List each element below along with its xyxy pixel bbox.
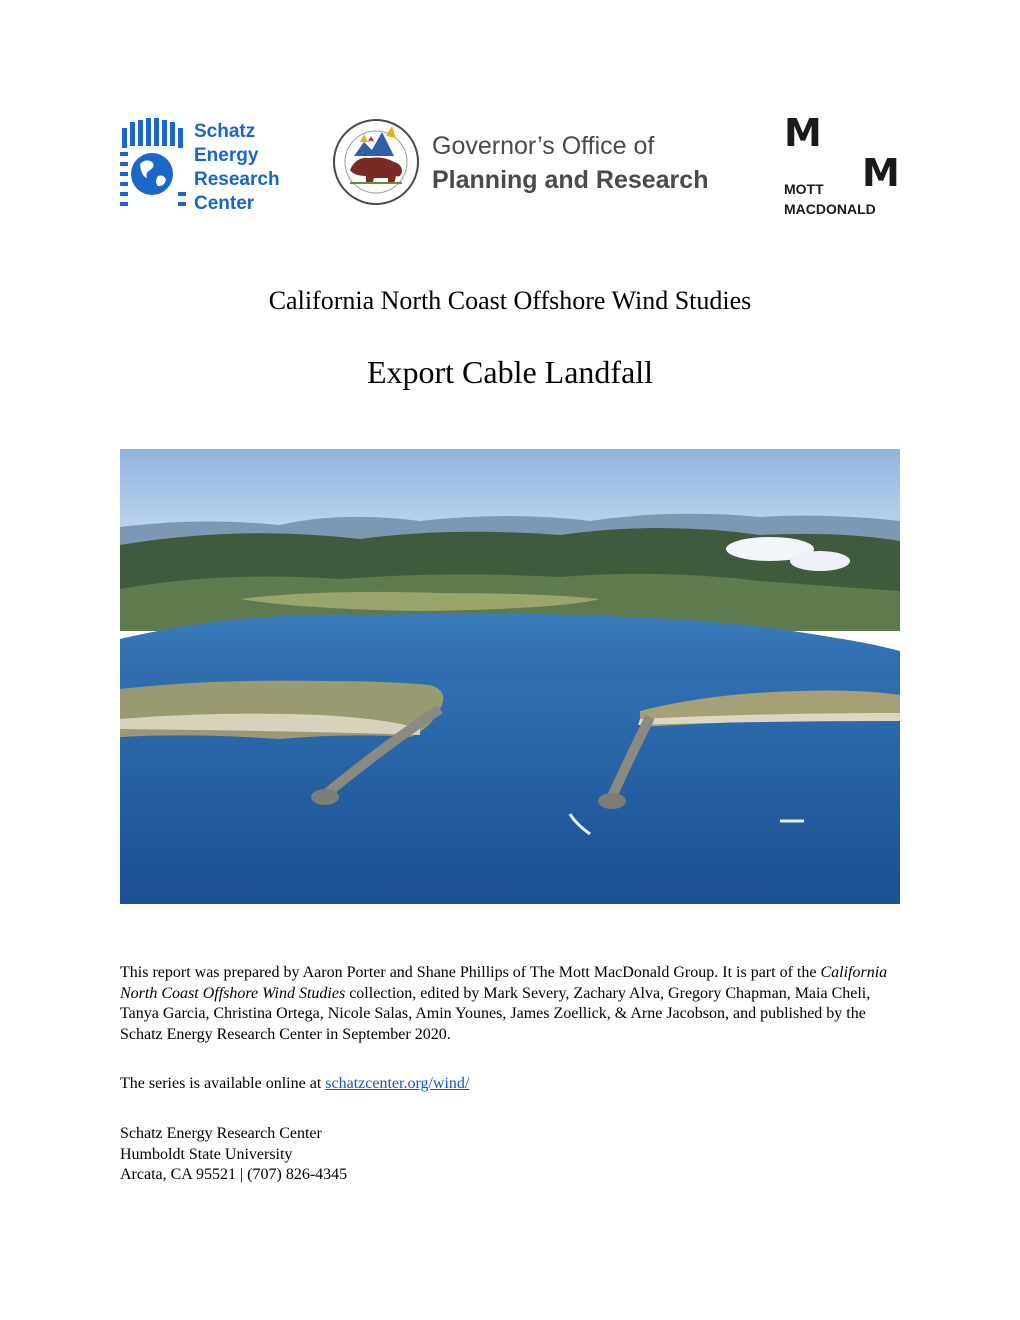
schatz-logo-line-4: Center [194, 193, 255, 214]
credit-text-part-1: This report was prepared by Aaron Porter and Shane Phillips of The Mott MacDonald Group. It is part of the [120, 964, 821, 981]
address-line-1: Schatz Energy Research Center [120, 1125, 322, 1142]
mott-logo-mark-bottom: M [862, 151, 900, 195]
series-text: The series is available online at [120, 1075, 326, 1092]
sunburst-globe-icon [120, 118, 186, 206]
aerial-harbor-photo [120, 449, 900, 904]
series-title: California North Coast Offshore Wind Studies [268, 286, 752, 315]
address-block [120, 1124, 900, 1186]
mott-logo-line-1: MOTT [784, 181, 824, 197]
aerial-harbor-illustration [120, 449, 900, 904]
mott-logo-line-2: MACDONALD [784, 201, 876, 217]
report-title: Export Cable Landfall [366, 354, 654, 390]
address-line-2: Humboldt State University [120, 1145, 293, 1163]
series-link[interactable]: schatzcenter.org/wind/ [325, 1075, 470, 1092]
mott-macdonald-logo [784, 114, 902, 218]
schatz-logo-line-1: Schatz [194, 121, 256, 142]
opr-logo-line-1: Governor’s Office of [432, 132, 655, 160]
collection-title: California North Coast Offshore Wind Studies [120, 964, 888, 1002]
address-line-3: Arcata, CA 95521 | (707) 826-4345 [120, 1166, 348, 1183]
governors-office-planning-research-logo [332, 112, 722, 216]
schatz-energy-research-center-logo [120, 118, 290, 218]
logo-row [120, 112, 902, 222]
credit-text-part-2: collection, edited by Mark Severy, Zachary Alva, Gregory Chapman, Maia Cheli, Tanya Garcia, Christina Ortega, Nicole Salas, Amin Younes, James Zoellick, & Arne Jacobson, and published by the Schatz Energy Research Center in September 2020. [120, 984, 871, 1043]
opr-logo-line-2: Planning and Research [432, 166, 709, 194]
schatz-logo-line-3: Research [194, 169, 280, 190]
schatz-logo-line-2: Energy [194, 145, 259, 166]
series-availability [120, 1074, 900, 1095]
state-seal-bear-icon [334, 120, 418, 204]
mott-logo-mark-top: M [784, 114, 822, 155]
report-credit-paragraph [120, 963, 900, 1045]
